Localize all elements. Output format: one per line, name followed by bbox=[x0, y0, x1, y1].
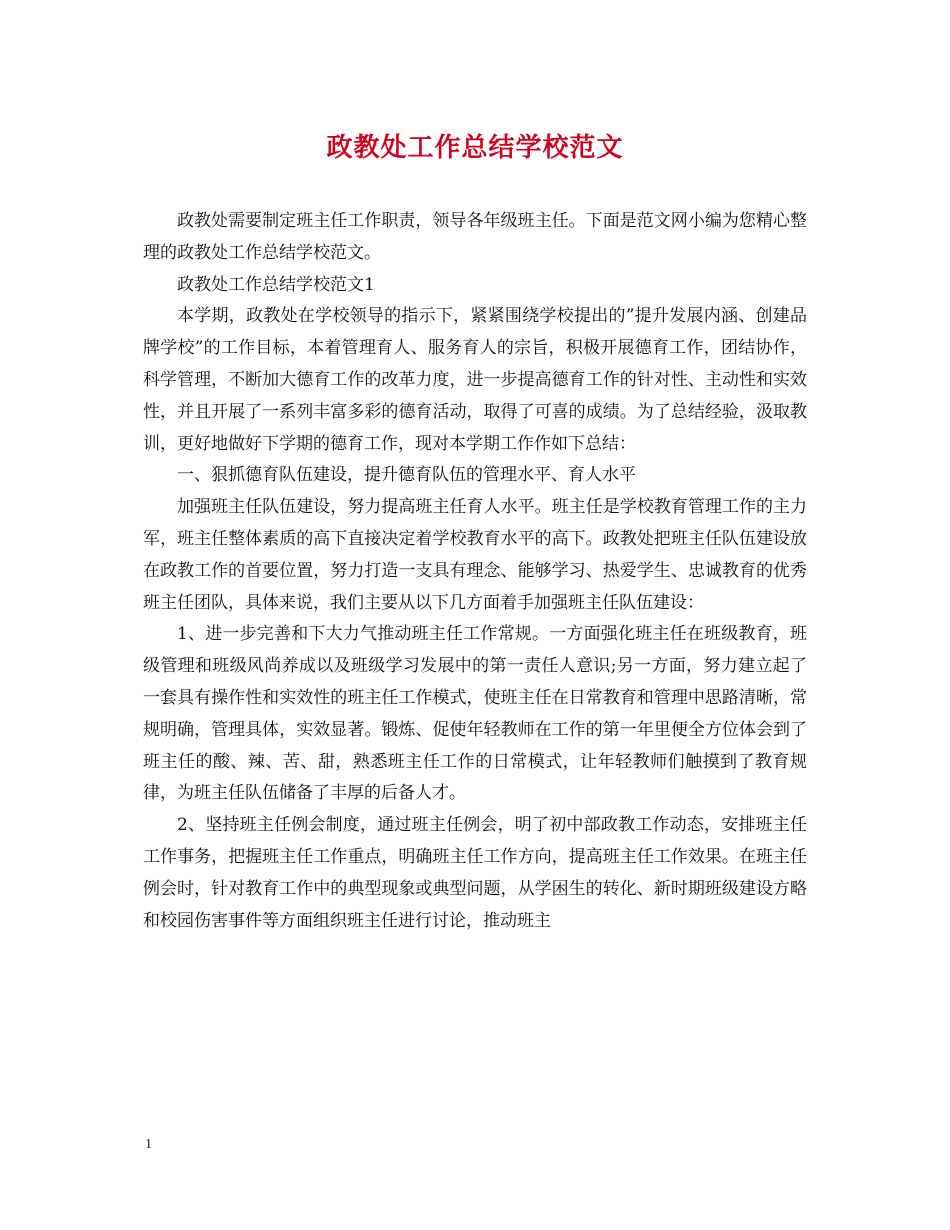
paragraph-item-1: 1、进一步完善和下大力气推动班主任工作常规。一方面强化班主任在班级教育，班级管理和班级风尚养成以及班级学习发展中的第一责任人意识;另一方面，努力建立起了一套具有操作性和实效性的班主任工作模式，使班主任在日常教育和管理中思路清晰，常规明确，管理具体，实效显著。锻炼、促使年轻教师在工作的第一年里便全方位体会到了班主任的酸、辣、苦、甜，熟悉班主任工作的日常模式，让年轻教师们触摸到了教育规律，为班主任队伍储备了丰厚的后备人才。 bbox=[143, 624, 807, 804]
document-body bbox=[143, 206, 807, 937]
document-title: 政教处工作总结学校范文 bbox=[326, 133, 624, 163]
paragraph-item-2: 2、坚持班主任例会制度，通过班主任例会，明了初中部政教工作动态，安排班主任工作事务，把握班主任工作重点，明确班主任工作方向，提高班主任工作效果。在班主任例会时，针对教育工作中的典型现象或典型问题，从学困生的转化、新时期班级建设方略和校园伤害事件等方面组织班主任进行讨论，推动班主 bbox=[143, 815, 807, 931]
paragraph-team-building: 加强班主任队伍建设，努力提高班主任育人水平。班主任是学校教育管理工作的主力军，班主任整体素质的高下直接决定着学校教育水平的高下。政教处把班主任队伍建设放在政教工作的首要位置，努力打造一支具有理念、能够学习、热爱学生、忠诚教育的优秀班主任团队，具体来说，我们主要从以下几方面着手加强班主任队伍建设： bbox=[143, 497, 807, 613]
paragraph-intro: 政教处需要制定班主任工作职责，领导各年级班主任。下面是范文网小编为您精心整理的政教处工作总结学校范文。 bbox=[143, 211, 807, 263]
paragraph-section-heading: 一、狠抓德育队伍建设，提升德育队伍的管理水平、育人水平 bbox=[177, 465, 636, 486]
page-number: 1 bbox=[145, 1137, 152, 1152]
paragraph-overview: 本学期，政教处在学校领导的指示下，紧紧围绕学校提出的”提升发展内涵、创建品牌学校”的工作目标，本着管理育人、服务育人的宗旨，积极开展德育工作，团结协作，科学管理，不断加大德育工作的改革力度，进一步提高德育工作的针对性、主动性和实效性，并且开展了一系列丰富多彩的德育活动，取得了可喜的成绩。为了总结经验，汲取教训，更好地做好下学期的德育工作，现对本学期工作作如下总结： bbox=[143, 306, 807, 454]
paragraph-subtitle: 政教处工作总结学校范文1 bbox=[177, 274, 375, 295]
